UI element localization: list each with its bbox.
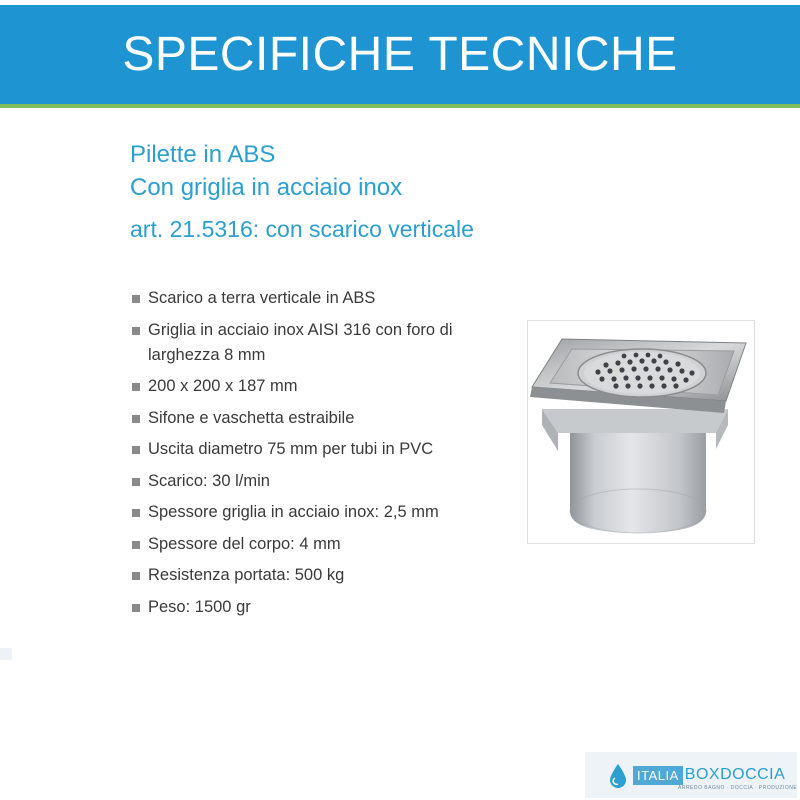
- spec-item: [132, 469, 512, 494]
- banner-underline: [0, 104, 800, 108]
- spec-item: [132, 318, 512, 368]
- page-title: SPECIFICHE TECNICHE: [122, 28, 678, 81]
- spec-list: [132, 286, 512, 626]
- spec-text: Sifone e vaschetta estraibile: [148, 408, 355, 427]
- square-bullet-icon: [132, 541, 140, 549]
- square-bullet-icon: [132, 509, 140, 517]
- spec-text: Griglia in acciaio inox AISI 316 con foro di larghezza 8 mm: [148, 320, 453, 364]
- spec-item: [132, 563, 512, 588]
- spec-text: Resistenza portata: 500 kg: [148, 566, 345, 584]
- square-bullet-icon: [132, 572, 140, 580]
- spec-item: [132, 437, 512, 462]
- spec-text: Uscita diametro 75 mm per tubi in PVC: [148, 440, 434, 458]
- title-banner: [0, 5, 800, 104]
- logo-boxdoccia: BOXDOCCIA: [684, 766, 786, 783]
- spec-text: Spessore griglia in acciaio inox: 2,5 mm: [148, 503, 439, 521]
- square-bullet-icon: [132, 295, 140, 303]
- side-marker: [0, 648, 12, 660]
- logo-wordmark: [633, 766, 785, 785]
- floor-drain-illustration: [528, 321, 754, 543]
- square-bullet-icon: [132, 604, 140, 612]
- square-bullet-icon: [132, 327, 140, 335]
- square-bullet-icon: [132, 415, 140, 423]
- water-drop-icon: [609, 763, 627, 789]
- spec-item: [132, 374, 512, 399]
- logo-italia: ITALIA: [633, 766, 683, 785]
- spec-item: [132, 500, 512, 525]
- spec-item: [132, 286, 512, 311]
- spec-text: Spessore del corpo: 4 mm: [148, 534, 341, 553]
- product-name: Pilette in ABS: [130, 141, 276, 168]
- square-bullet-icon: [132, 446, 140, 454]
- spec-text: Scarico a terra verticale in ABS: [148, 289, 376, 307]
- product-subtitle: Con griglia in acciaio inox: [130, 174, 403, 201]
- spec-text: Peso: 1500 gr: [148, 597, 251, 616]
- spec-item: [132, 595, 512, 620]
- square-bullet-icon: [132, 478, 140, 486]
- product-article: art. 21.5316: con scarico verticale: [130, 216, 474, 242]
- spec-item: [132, 406, 512, 431]
- brand-logo: [585, 752, 797, 798]
- spec-item: [132, 532, 512, 557]
- spec-text: Scarico: 30 l/min: [148, 471, 270, 490]
- square-bullet-icon: [132, 383, 140, 391]
- logo-tagline: ARREDO BAGNO · DOCCIA · PRODUZIONE: [678, 785, 798, 791]
- spec-text: 200 x 200 x 187 mm: [148, 377, 298, 395]
- product-image: [527, 320, 755, 544]
